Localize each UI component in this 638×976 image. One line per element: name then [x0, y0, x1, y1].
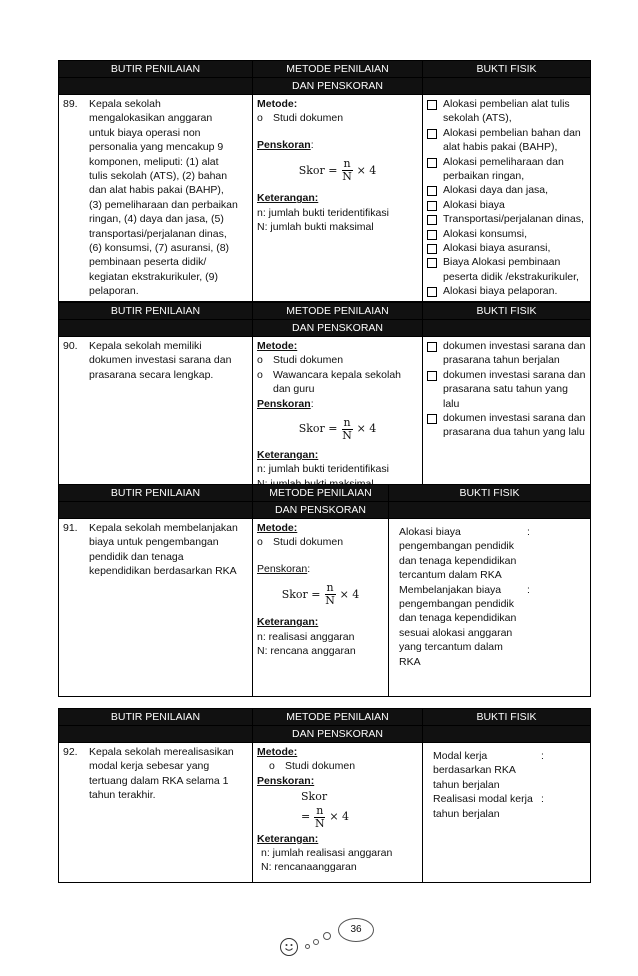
- butir-cell: [59, 743, 253, 883]
- table-header: [59, 61, 591, 78]
- item-number: 92.: [63, 746, 78, 758]
- bubble-dot: [305, 944, 310, 949]
- bukti-row: Modal kerja berdasarkan RKA tahun berjalan :: [433, 750, 544, 791]
- checklist-item: Alokasi pemeliharaan dan perbaikan ringan,: [427, 155, 586, 184]
- header-metode-2: DAN PENSKORAN: [253, 726, 423, 743]
- table-item-91: [58, 484, 591, 697]
- checkbox-icon: [427, 215, 437, 225]
- metode-item: Wawancara kepala sekolah dan guru: [273, 368, 402, 396]
- smiley-icon: [280, 938, 298, 956]
- header-metode-2: DAN PENSKORAN: [253, 320, 423, 337]
- metode-label: Metode:: [257, 98, 298, 110]
- table-item-89: [58, 60, 591, 302]
- table-item-92: [58, 708, 591, 883]
- metode-cell: Metode: o Studi dokumen Penskoran: Skor = $\frac{n}{N}$ × 4 Keterangan: n: jumlah bukti teridentifikasi N: jumlah bukti maksimal: [253, 95, 423, 302]
- score-formula: Skor = $\frac{n}{N}$ × 4: [298, 157, 377, 184]
- checklist-item: Transportasi/perjalanan dinas,: [427, 212, 586, 226]
- header-butir: BUTIR PENILAIAN: [59, 61, 253, 78]
- checklist-item: dokumen investasi sarana dan prasarana dua tahun yang lalu: [427, 411, 586, 440]
- checkbox-icon: [427, 100, 437, 110]
- item-text: Kepala sekolah memiliki dokumen investasi sarana dan prasarana secara lengkap.: [89, 340, 232, 381]
- checklist-item: Alokasi biaya: [427, 198, 586, 212]
- item-number: 90.: [63, 340, 78, 352]
- checkbox-icon: [427, 414, 437, 424]
- keterangan-n: n: jumlah bukti teridentifikasi: [257, 463, 389, 476]
- checklist-item: Biaya Alokasi pembinaan peserta didik /ekstrakurikuler,: [427, 255, 586, 284]
- header-bukti: BUKTI FISIK: [423, 709, 591, 726]
- penskoran-label: Penskoran: [257, 397, 311, 410]
- keterangan-label: Keterangan:: [257, 832, 319, 845]
- header-metode: METODE PENILAIAN: [253, 303, 423, 320]
- butir-cell: [59, 95, 253, 302]
- bukti-row: Realisasi modal kerja tahun berjalan :: [433, 793, 544, 820]
- header-metode: METODE PENILAIAN: [253, 61, 423, 78]
- checkbox-icon: [427, 158, 437, 168]
- checklist-item: dokumen investasi sarana dan prasarana satu tahun yang lalu: [427, 368, 586, 411]
- metode-label: Metode:: [257, 340, 298, 352]
- checkbox-icon: [427, 201, 437, 211]
- bubble-dot: [313, 939, 319, 945]
- item-text: Kepala sekolah mengalokasikan anggaran untuk biaya operasi non personalia yang mencakup 9 komponen, meliputi: (1) alat tulis sekolah (ATS), (2) bahan dan alat habis pakai (BAHP), (3) pemeliharaan dan perbaikan ringan, (4) daya dan jasa, (5) transportasi/perjalanan dinas, (6) konsumsi, (7) asuransi, (8) pembinaan peserta didik/ kegiatan ekstrakurikuler, (9) pelaporan.: [89, 98, 238, 298]
- header-bukti: BUKTI FISIK: [423, 61, 591, 78]
- keterangan-n: n: jumlah bukti teridentifikasi: [257, 206, 389, 219]
- bukti-row: Membelanjakan biaya pengembangan pendidik dan tenaga kependidikan sesuai alokasi anggaran yang tercantum dalam RKA :: [399, 583, 530, 668]
- metode-cell: Metode: o Studi dokumen Penskoran: Skor = $\frac{n}{N}$ × 4 Keterangan: n: realisasi anggaran N: rencana anggaran: [253, 519, 389, 697]
- metode-item: Studi dokumen: [273, 112, 344, 125]
- butir-cell: [59, 519, 253, 697]
- table-item-90: [58, 302, 591, 494]
- keterangan-N: N: rencana anggaran: [257, 645, 356, 658]
- bubble-dot: [323, 932, 331, 940]
- checkbox-icon: [427, 129, 437, 139]
- page-number: 36: [338, 918, 374, 942]
- checklist-item: dokumen investasi sarana dan prasarana tahun berjalan: [427, 339, 586, 368]
- keterangan-n: n: jumlah realisasi anggaran: [261, 847, 393, 860]
- bukti-cell: [389, 519, 591, 697]
- keterangan-label: Keterangan:: [257, 192, 319, 205]
- checklist-item: Alokasi biaya pelaporan.: [427, 284, 586, 298]
- checklist-item: Alokasi pembelian bahan dan alat habis pakai (BAHP),: [427, 126, 586, 155]
- metode-label: Metode:: [257, 522, 298, 534]
- metode-item: Studi dokumen: [273, 354, 344, 367]
- keterangan-N: N: rencanaanggaran: [261, 861, 357, 874]
- header-butir: BUTIR PENILAIAN: [59, 303, 253, 320]
- item-number: 89.: [63, 98, 78, 110]
- bukti-cell: [423, 337, 591, 494]
- header-butir: BUTIR PENILAIAN: [59, 485, 253, 502]
- score-formula: Skor = $\frac{n}{N}$ × 4: [301, 790, 350, 830]
- checkbox-icon: [427, 287, 437, 297]
- penskoran-label: Penskoran: [257, 138, 311, 151]
- keterangan-label: Keterangan:: [257, 449, 319, 462]
- keterangan-n: n: realisasi anggaran: [257, 630, 355, 643]
- metode-item: Studi dokumen: [285, 760, 356, 773]
- header-metode-2: DAN PENSKORAN: [253, 78, 423, 95]
- penskoran-label: Penskoran: [257, 562, 308, 575]
- header-bukti: BUKTI FISIK: [423, 303, 591, 320]
- item-text: Kepala sekolah membelanjakan biaya untuk pengembangan pendidik dan tenaga kependidikan berdasarkan RKA: [89, 522, 238, 578]
- bukti-row: Alokasi biaya pengembangan pendidik dan tenaga kependidikan tercantum dalam RKA :: [399, 526, 530, 582]
- metode-cell: Metode: o Studi dokumen o Wawancara kepala sekolah dan guru Penskoran: Skor = $\frac{n}{N}$ × 4 Keterangan: n: jumlah bukti teridentifikasi: [253, 337, 423, 494]
- header-metode-2: DAN PENSKORAN: [253, 502, 389, 519]
- metode-item: Studi dokumen: [273, 536, 344, 549]
- checklist-item: Alokasi konsumsi,: [427, 227, 586, 241]
- checkbox-icon: [427, 244, 437, 254]
- score-formula: Skor = $\frac{n}{N}$ × 4: [281, 581, 360, 608]
- item-text: Kepala sekolah merealisasikan modal kerja sebesar yang tertuang dalam RKA selama 1 tahun terakhir.: [89, 746, 234, 802]
- item-number: 91.: [63, 522, 78, 534]
- checkbox-icon: [427, 230, 437, 240]
- metode-cell: Metode: o Studi dokumen Penskoran: Skor = $\frac{n}{N}$ × 4 Keterangan: n: jumlah realisasi anggaran N: rencanaanggaran: [253, 743, 423, 883]
- checkbox-icon: [427, 258, 437, 268]
- penskoran-label: Penskoran:: [257, 774, 315, 787]
- checkbox-icon: [427, 186, 437, 196]
- checkbox-icon: [427, 342, 437, 352]
- header-metode: METODE PENILAIAN: [253, 485, 389, 502]
- header-metode: METODE PENILAIAN: [253, 709, 423, 726]
- keterangan-label: Keterangan:: [257, 616, 319, 629]
- header-butir: BUTIR PENILAIAN: [59, 709, 253, 726]
- checkbox-icon: [427, 371, 437, 381]
- bukti-cell: [423, 95, 591, 302]
- butir-cell: [59, 337, 253, 494]
- score-formula: Skor = $\frac{n}{N}$ × 4: [298, 416, 377, 443]
- checklist-item: Alokasi daya dan jasa,: [427, 183, 586, 197]
- metode-label: Metode:: [257, 746, 298, 758]
- keterangan-N: N: jumlah bukti maksimal: [257, 221, 374, 234]
- header-bukti: BUKTI FISIK: [389, 485, 591, 502]
- checklist-item: Alokasi biaya asuransi,: [427, 241, 586, 255]
- bukti-cell: [423, 743, 591, 883]
- checklist-item: Alokasi pembelian alat tulis sekolah (ATS),: [427, 97, 586, 126]
